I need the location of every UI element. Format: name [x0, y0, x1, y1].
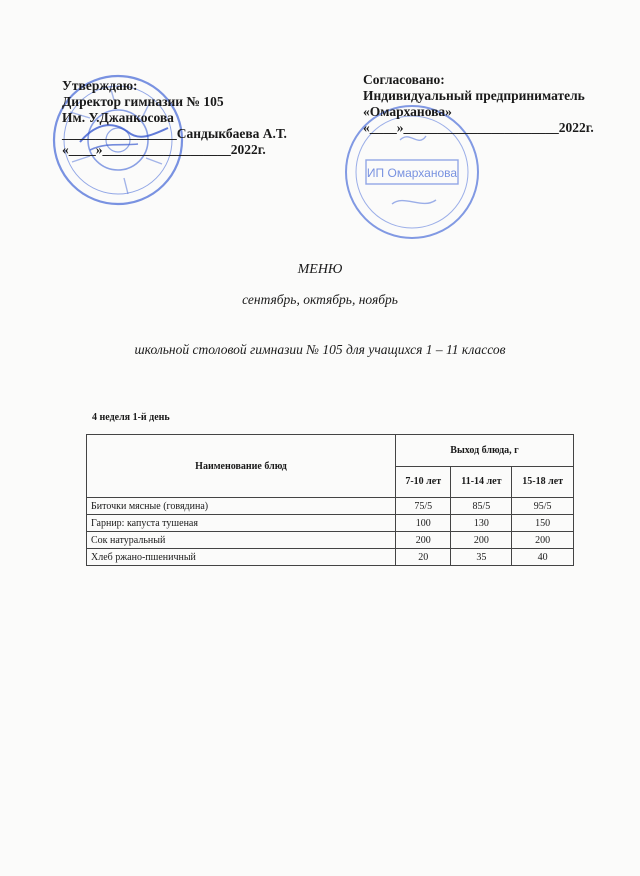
agreement-date-line: «____»_______________________2022г. — [363, 120, 594, 135]
header-age-7-10: 7-10 лет — [396, 466, 451, 498]
dish-value: 20 — [396, 549, 451, 566]
header-age-15-18: 15-18 лет — [512, 466, 574, 498]
approval-signature-line: _________________Сандыкбаева А.Т. — [62, 126, 287, 141]
approval-date-line: «____»___________________2022г. — [62, 142, 266, 157]
approval-block — [62, 78, 332, 158]
dish-value: 200 — [512, 532, 574, 549]
header-age-11-14: 11-14 лет — [451, 466, 512, 498]
dish-name: Сок натуральный — [87, 532, 396, 549]
week-day-label: 4 неделя 1-й день — [92, 412, 170, 423]
menu-subtitle: школьной столовой гимназии № 105 для учащихся 1 – 11 классов — [134, 342, 506, 357]
dish-value: 95/5 — [512, 498, 574, 515]
dish-value: 35 — [451, 549, 512, 566]
dish-name: Хлеб ржано-пшеничный — [87, 549, 396, 566]
table-row — [87, 532, 574, 549]
agreement-position: Индивидуальный предприниматель — [363, 88, 585, 103]
menu-table — [86, 434, 574, 566]
table-row — [87, 515, 574, 532]
menu-period: сентябрь, октябрь, ноябрь — [242, 292, 398, 307]
dish-value: 85/5 — [451, 498, 512, 515]
svg-text:ИП Омарханова: ИП Омарханова — [366, 166, 458, 180]
menu-heading: МЕНЮ — [297, 262, 343, 277]
header-dish-name: Наименование блюд — [87, 435, 396, 498]
dish-value: 200 — [396, 532, 451, 549]
agreement-company-name: «Омарханова» — [363, 104, 452, 119]
approval-position: Директор гимназии № 105 — [62, 94, 224, 109]
header-output: Выход блюда, г — [396, 435, 574, 467]
dish-value: 130 — [451, 515, 512, 532]
approval-school-name: Им. У.Джанкосова — [62, 110, 174, 125]
table-header-row — [87, 435, 574, 467]
dish-value: 75/5 — [396, 498, 451, 515]
dish-value: 40 — [512, 549, 574, 566]
dish-name: Биточки мясные (говядина) — [87, 498, 396, 515]
agreement-block — [363, 72, 633, 136]
table-row — [87, 498, 574, 515]
dish-value: 100 — [396, 515, 451, 532]
agreement-heading: Согласовано: — [363, 72, 445, 87]
dish-name: Гарнир: капуста тушеная — [87, 515, 396, 532]
dish-value: 200 — [451, 532, 512, 549]
table-row — [87, 549, 574, 566]
dish-value: 150 — [512, 515, 574, 532]
approval-heading: Утверждаю: — [62, 78, 138, 93]
